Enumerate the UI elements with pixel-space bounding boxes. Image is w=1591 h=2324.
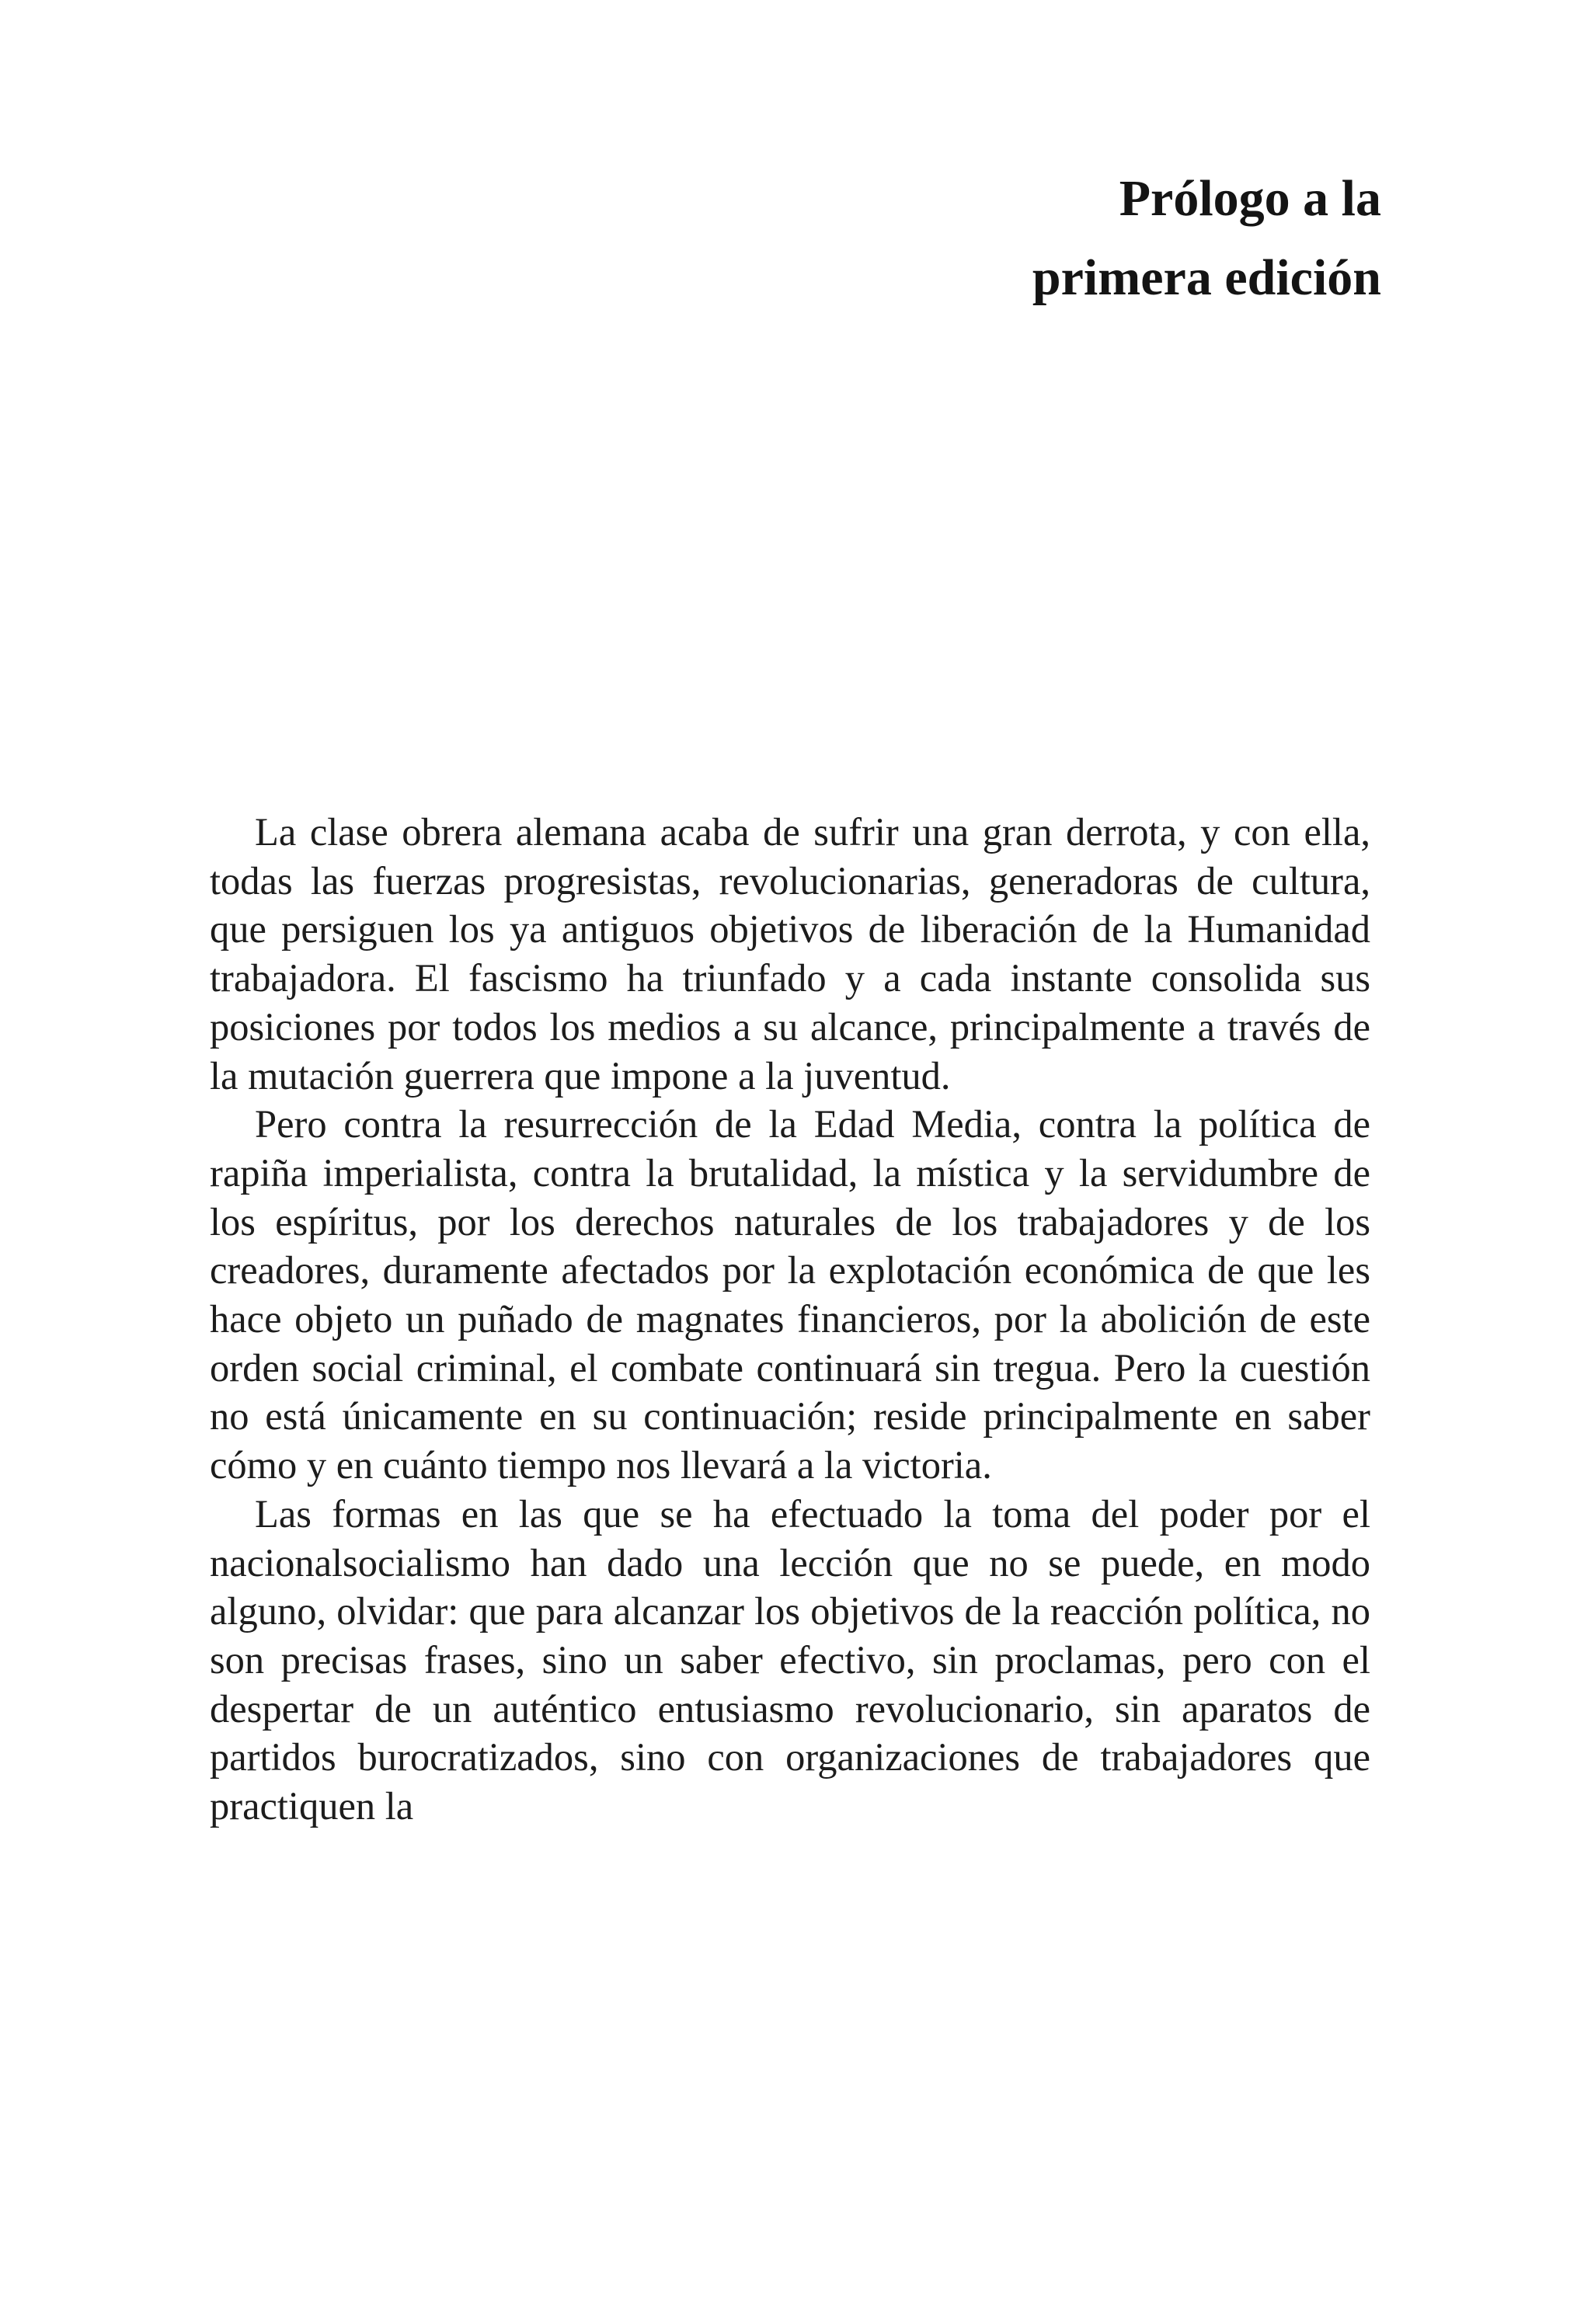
chapter-title xyxy=(1032,159,1381,318)
paragraph-2: Pero contra la resurrección de la Edad Media, contra la política de rapiña imperialista, contra la brutalidad, la mística y la servidumbre de los espíritus, por los derechos naturales de los trabajadores y de los creadores, duramente afectados por la explotación económica de que les hace objeto un puñado de magnates financieros, por la abolición de este orden social criminal, el combate continuará sin tregua. Pero la cuestión no está únicamente en su continuación; reside principalmente en saber cómo y en cuánto tiempo nos llevará a la victoria. xyxy=(210,1102,1370,1487)
body-text xyxy=(210,808,1370,1831)
chapter-title-line-2: primera edición xyxy=(1032,249,1381,306)
paragraph-1: La clase obrera alemana acaba de sufrir una gran derrota, y con ella, todas las fuerzas progresistas, revolucionarias, generadoras de cultura, que persiguen los ya antiguos objetivos de liberación de la Humanidad trabajadora. El fascismo ha triunfado y a cada instante consolida sus posiciones por todos los medios a su alcance, principalmente a través de la mutación guerrera que impone a la juventud. xyxy=(210,810,1370,1098)
chapter-title-line-1: Prólogo a la xyxy=(1119,170,1381,227)
paragraph-3: Las formas en las que se ha efectuado la toma del poder por el nacionalsocialismo han dado una lección que no se puede, en modo alguno, olvidar: que para alcanzar los objetivos de la reacción política, no son precisas frases, sino un saber efectivo, sin proclamas, pero con el despertar de un auténtico entusiasmo revolucionario, sin aparatos de partidos burocratizados, sino con organizaciones de trabajadores que practiquen la xyxy=(210,1491,1370,1828)
